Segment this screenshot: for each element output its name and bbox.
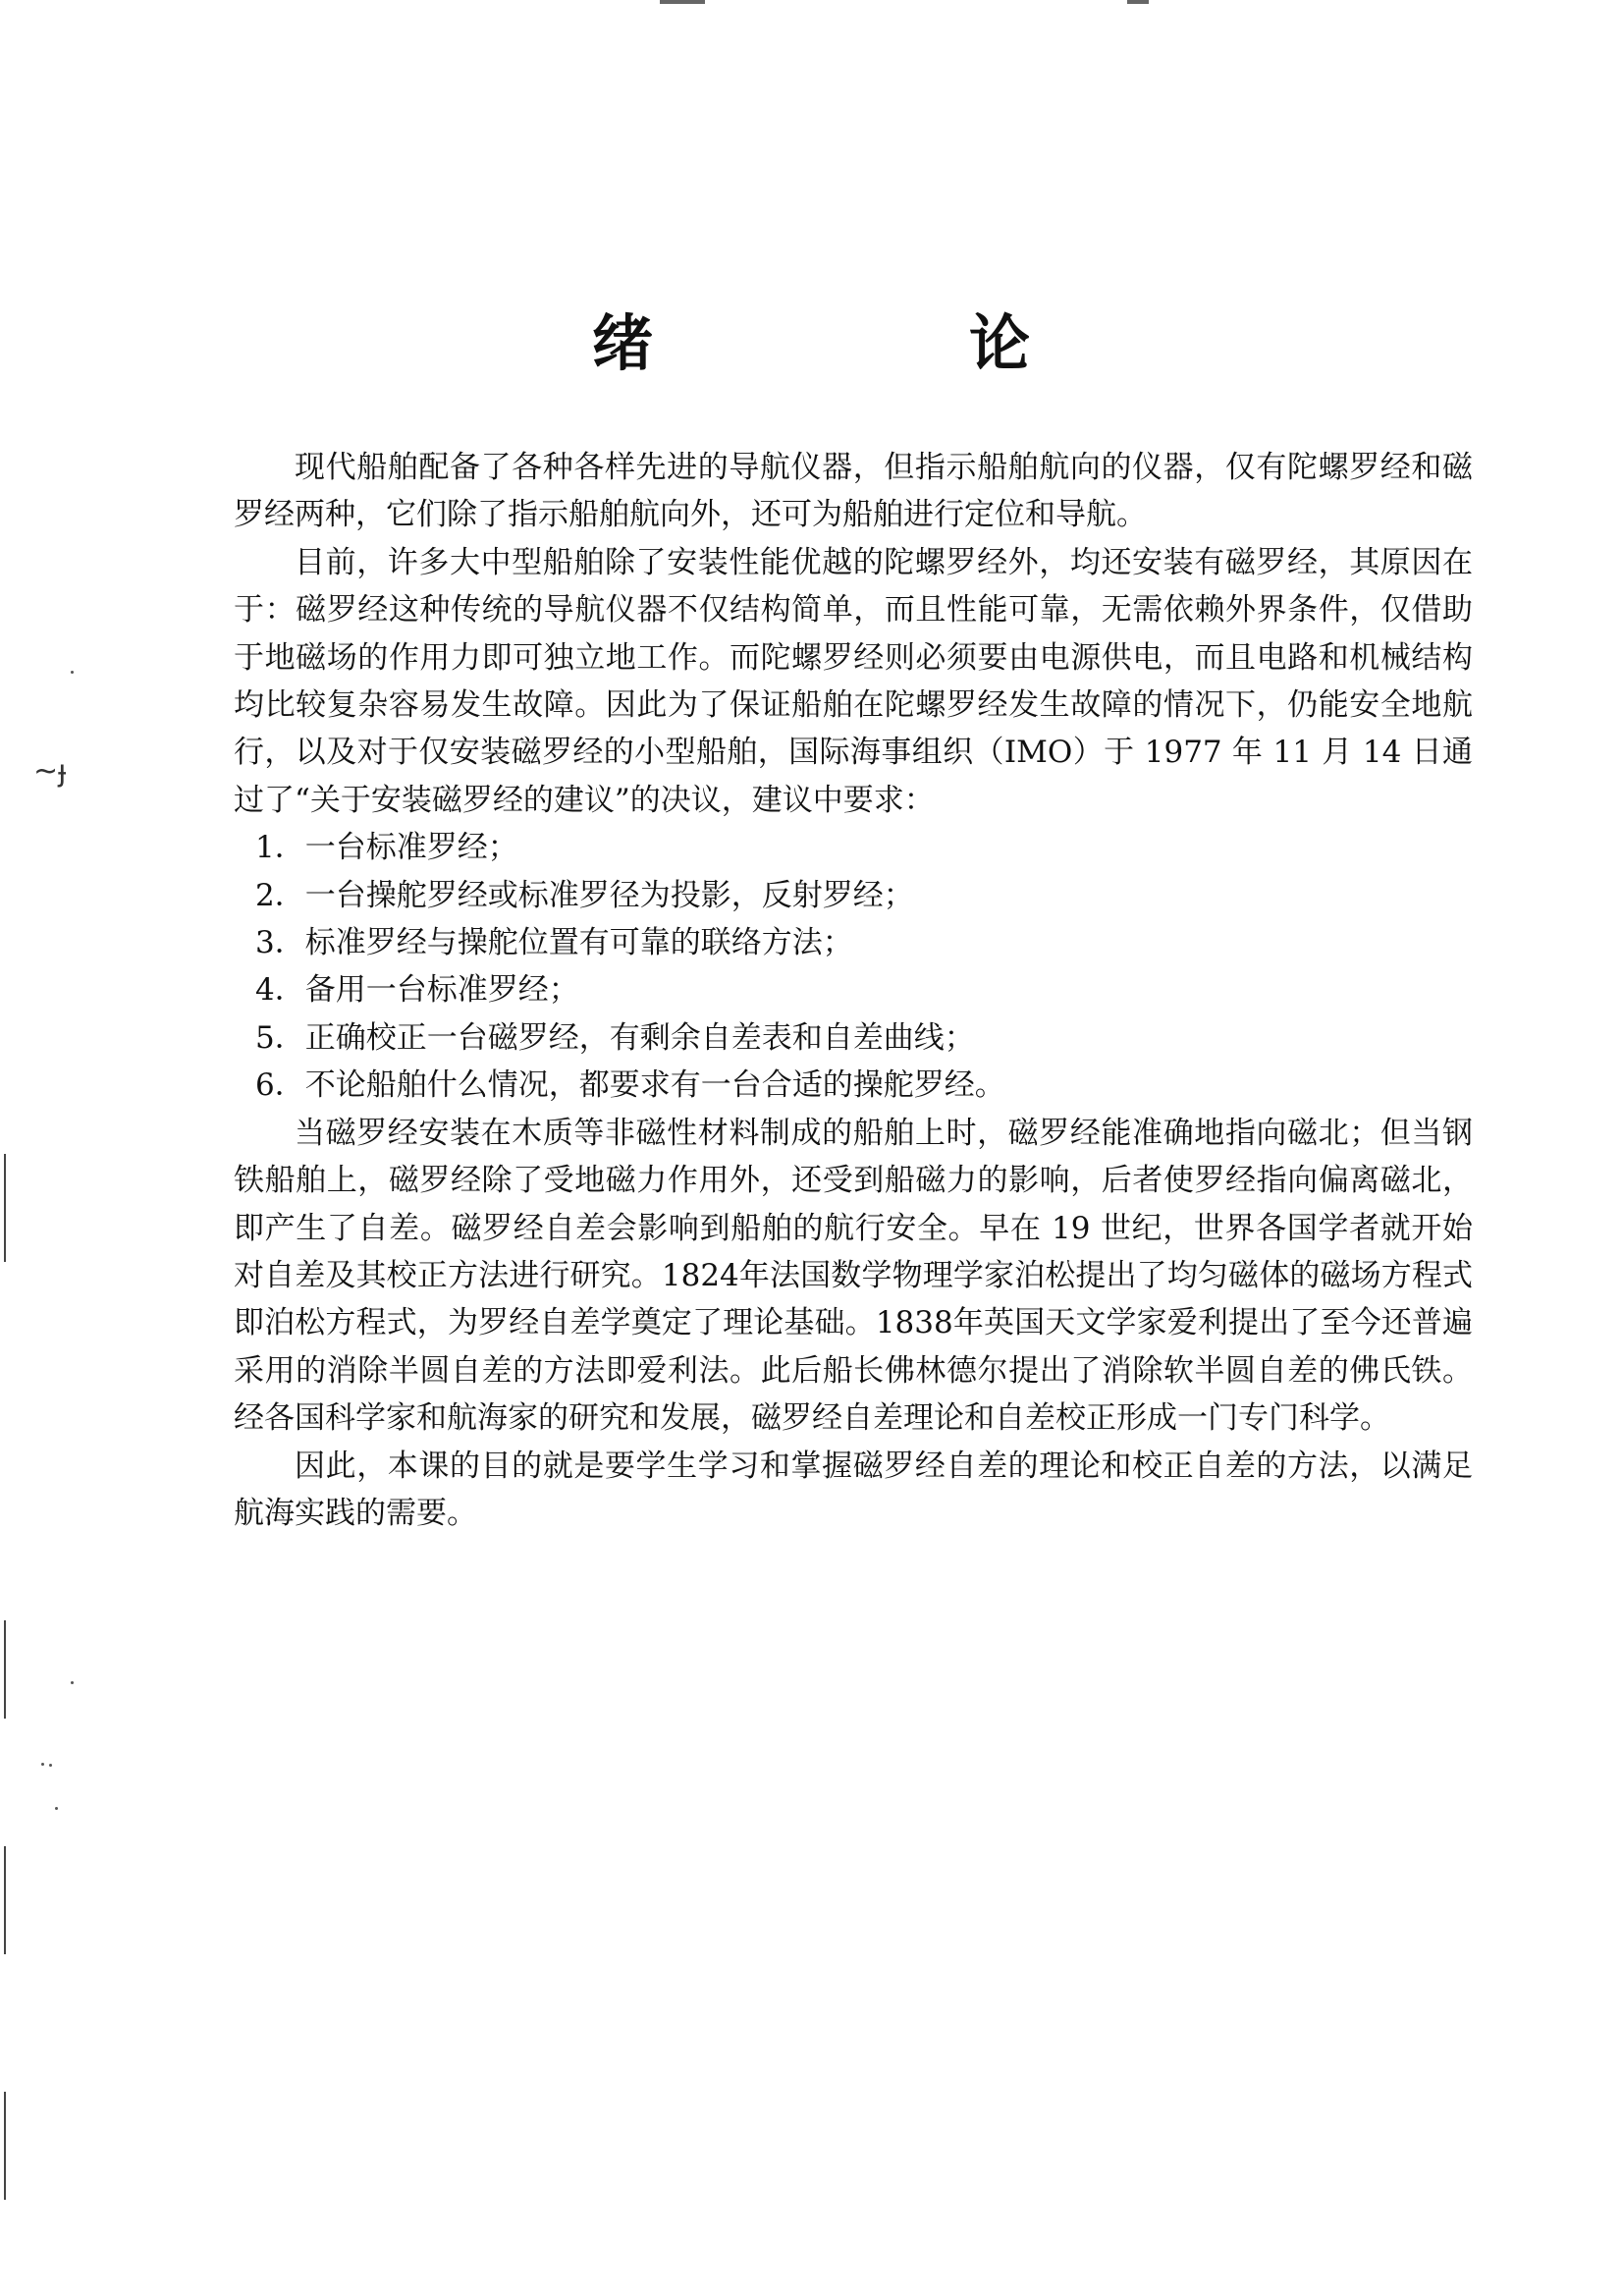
scan-edge-line <box>4 2092 6 2200</box>
scan-edge-line <box>4 1620 6 1719</box>
margin-note: ~ɟ <box>33 754 67 789</box>
body-text <box>234 444 1473 1537</box>
scan-mark <box>1127 0 1149 4</box>
scan-edge-line <box>4 1846 6 1954</box>
paragraph-1: 现代船舶配备了各种各样先进的导航仪器，但指示船舶航向的仪器，仅有陀螺罗经和磁罗经两种，它们除了指示船舶航向外，还可为船舶进行定位和导航。 <box>234 450 1473 533</box>
scan-dot <box>71 1681 74 1684</box>
list-item: 3．标准罗经与操舵位置有可靠的联络方法； <box>255 925 853 961</box>
list-item: 6．不论船舶什么情况，都要求有一台合适的操舵罗经。 <box>255 1067 1005 1104</box>
scan-dot <box>41 1763 44 1766</box>
scan-dot <box>55 1807 58 1810</box>
list-item: 5．正确校正一台磁罗经，有剩余自差表和自差曲线； <box>255 1019 975 1056</box>
scan-mark <box>660 0 705 4</box>
scan-dot <box>49 1764 52 1767</box>
page-title: 绪 论 <box>591 307 1158 379</box>
list-item: 2．一台操舵罗经或标准罗径为投影，反射罗经； <box>255 877 914 913</box>
list-item: 1．一台标准罗经； <box>255 830 518 866</box>
scan-edge-line <box>4 1154 6 1262</box>
paragraph-3: 当磁罗经安装在木质等非磁性材料制成的船舶上时，磁罗经能准确地指向磁北；但当钢铁船舶上，磁罗经除了受地磁力作用外，还受到船磁力的影响，后者使罗经指向偏离磁北，即产生了自差。磁罗经自差会影响到船舶的航行安全。早在 19 世纪，世界各国学者就开始对自差及其校正方法进行研究。1824年法国数学物理学家泊松提出了均匀磁体的磁场方程式即泊松方程式，为罗经自差学奠定了理论基础。1838年英国天文学家爱利提出了至今还普遍采用的消除半圆自差的方法即爱利法。此后船长佛林德尔提出了消除软半圆自差的佛氏铁。经各国科学家和航海家的研究和发展，磁罗经自差理论和自差校正形成一门专门科学。 <box>234 1115 1473 1437</box>
list-item: 4．备用一台标准罗经； <box>255 972 579 1009</box>
scan-dot <box>71 671 74 674</box>
paragraph-4: 因此，本课的目的就是要学生学习和掌握磁罗经自差的理论和校正自差的方法，以满足航海实践的需要。 <box>234 1448 1473 1531</box>
paragraph-2: 目前，许多大中型船舶除了安装性能优越的陀螺罗经外，均还安装有磁罗经，其原因在于：磁罗经这种传统的导航仪器不仅结构简单，而且性能可靠，无需依赖外界条件，仅借助于地磁场的作用力即可独立地工作。而陀螺罗经则必须要由电源供电，而且电路和机械结构均比较复杂容易发生故障。因此为了保证船舶在陀螺罗经发生故障的情况下，仍能安全地航行，以及对于仅安装磁罗经的小型船舶，国际海事组织（IMO）于 1977 年 11 月 14 日通过了“关于安装磁罗经的建议”的决议，建议中要求： <box>234 544 1473 818</box>
